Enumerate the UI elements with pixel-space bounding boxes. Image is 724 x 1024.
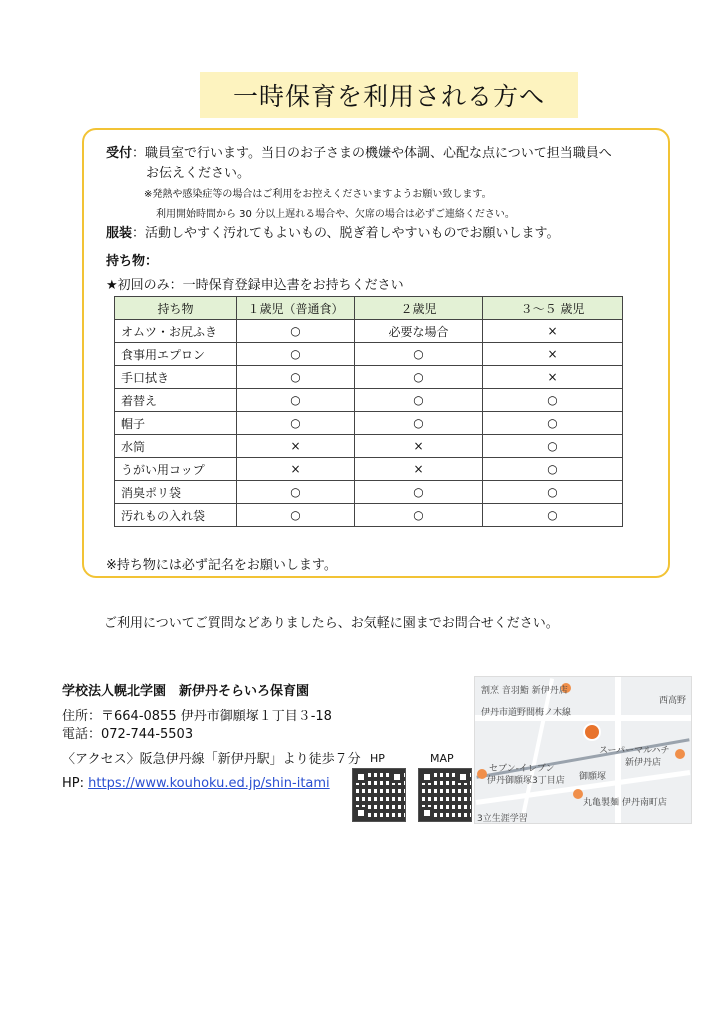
item-cell: 汚れもの入れ袋 [115, 504, 237, 527]
age1-cell: × [237, 435, 355, 458]
reception-note-2: 利用開始時間から 30 分以上遅れる場合や、欠席の場合は必ずご連絡ください。 [156, 209, 515, 220]
header-age-2: ２歳児 [355, 297, 483, 320]
hp-line [62, 776, 330, 791]
map-label: 割烹 音羽鮨 新伊丹店 [481, 686, 568, 696]
map-label: 西高野 [659, 696, 687, 706]
item-cell: 消臭ポリ袋 [115, 481, 237, 504]
age3-5-cell: × [483, 320, 623, 343]
belongings-label: 持ち物： [106, 254, 159, 269]
access: 〈アクセス〉阪急伊丹線「新伊丹駅」より徒歩７分 [62, 752, 361, 767]
age2-cell: ○ [355, 412, 483, 435]
table-row [115, 481, 623, 504]
org-name: 学校法人幌北学園 新伊丹そらいろ保育園 [62, 684, 310, 699]
map-label: 丸亀製麺 伊丹南町店 [583, 798, 667, 808]
age1-cell: ○ [237, 389, 355, 412]
page-title: 一時保育を利用される方へ [232, 82, 545, 111]
map-qr-code-icon[interactable] [418, 768, 472, 822]
shop-icon [675, 749, 685, 759]
age3-5-cell: ○ [483, 458, 623, 481]
age2-cell: × [355, 458, 483, 481]
age3-5-cell: × [483, 366, 623, 389]
age3-5-cell: ○ [483, 435, 623, 458]
location-map[interactable] [474, 676, 692, 824]
age1-cell: ○ [237, 343, 355, 366]
age3-5-cell: ○ [483, 412, 623, 435]
age1-cell: ○ [237, 481, 355, 504]
header-item: 持ち物 [115, 297, 237, 320]
map-label: 伊丹御願塚3丁目店 [487, 776, 565, 786]
phone: 電話：072-744-5503 [62, 727, 194, 742]
table-row [115, 366, 623, 389]
item-cell: 水筒 [115, 435, 237, 458]
header-age-3-5: ３～５ 歳児 [483, 297, 623, 320]
age1-cell: × [237, 458, 355, 481]
map-label: 御願塚 [579, 772, 607, 782]
qr-hp-label: HP [370, 752, 385, 765]
age2-cell: ○ [355, 343, 483, 366]
table-row [115, 504, 623, 527]
reception-text-2: お伝えください。 [146, 166, 251, 181]
table-row [115, 412, 623, 435]
age1-cell: ○ [237, 412, 355, 435]
item-cell: うがい用コップ [115, 458, 237, 481]
info-box [82, 128, 670, 578]
belongings-table [114, 296, 623, 527]
location-pin-icon [583, 723, 601, 741]
item-cell: 帽子 [115, 412, 237, 435]
reception-text: ：職員室で行います。当日のお子さまの機嫌や体調、心配な点について担当職員へ [132, 146, 612, 161]
age1-cell: ○ [237, 320, 355, 343]
map-label: 新伊丹店 [625, 758, 662, 768]
age2-cell: ○ [355, 504, 483, 527]
item-cell: オムツ・お尻ふき [115, 320, 237, 343]
contact-note: ご利用についてご質問などありましたら、お気軽に園までお問合せください。 [104, 616, 559, 631]
table-row [115, 435, 623, 458]
table-row [115, 320, 623, 343]
header-age-1: １歳児（普通食） [237, 297, 355, 320]
item-cell: 着替え [115, 389, 237, 412]
clothing-text: ：活動しやすく汚れてもよいもの、脱ぎ着しやすいものでお願いします。 [132, 226, 560, 241]
map-label: 伊丹市道野間梅ノ木線 [481, 708, 572, 718]
table-row [115, 389, 623, 412]
hp-qr-code-icon[interactable] [352, 768, 406, 822]
age1-cell: ○ [237, 504, 355, 527]
title-band [200, 72, 578, 118]
store-icon [477, 769, 487, 779]
age3-5-cell: ○ [483, 389, 623, 412]
item-cell: 食事用エプロン [115, 343, 237, 366]
table-row [115, 458, 623, 481]
age3-5-cell: ○ [483, 481, 623, 504]
table-header-row [115, 297, 623, 320]
map-label: セブン-イレブン [489, 764, 555, 774]
age3-5-cell: × [483, 343, 623, 366]
item-cell: 手口拭き [115, 366, 237, 389]
age2-cell: × [355, 435, 483, 458]
age1-cell: ○ [237, 366, 355, 389]
age2-cell: ○ [355, 481, 483, 504]
address: 住所：〒664-0855 伊丹市御願塚１丁目３-18 [62, 709, 332, 724]
age2-cell: ○ [355, 366, 483, 389]
clothing-label: 服装 [106, 226, 133, 241]
restaurant-icon [573, 789, 583, 799]
belongings-note: ※持ち物には必ず記名をお願いします。 [106, 558, 337, 573]
first-time-note: ★初回のみ：一時保育登録申込書をお持ちください [106, 278, 404, 293]
table-row [115, 343, 623, 366]
reception-label: 受付 [106, 146, 133, 161]
reception-line [106, 142, 612, 161]
age3-5-cell: ○ [483, 504, 623, 527]
age2-cell: 必要な場合 [355, 320, 483, 343]
clothing-line [106, 222, 559, 241]
qr-map-label: MAP [430, 752, 454, 765]
age2-cell: ○ [355, 389, 483, 412]
hp-link[interactable]: https://www.kouhoku.ed.jp/shin-itami [88, 776, 330, 791]
reception-note-1: ※発熱や感染症等の場合はご利用をお控えくださいますようお願い致します。 [144, 189, 492, 200]
hp-label: HP: [62, 776, 89, 791]
map-label: 3立生涯学習 [477, 814, 528, 824]
map-label: スーパーマルハチ [599, 746, 670, 756]
